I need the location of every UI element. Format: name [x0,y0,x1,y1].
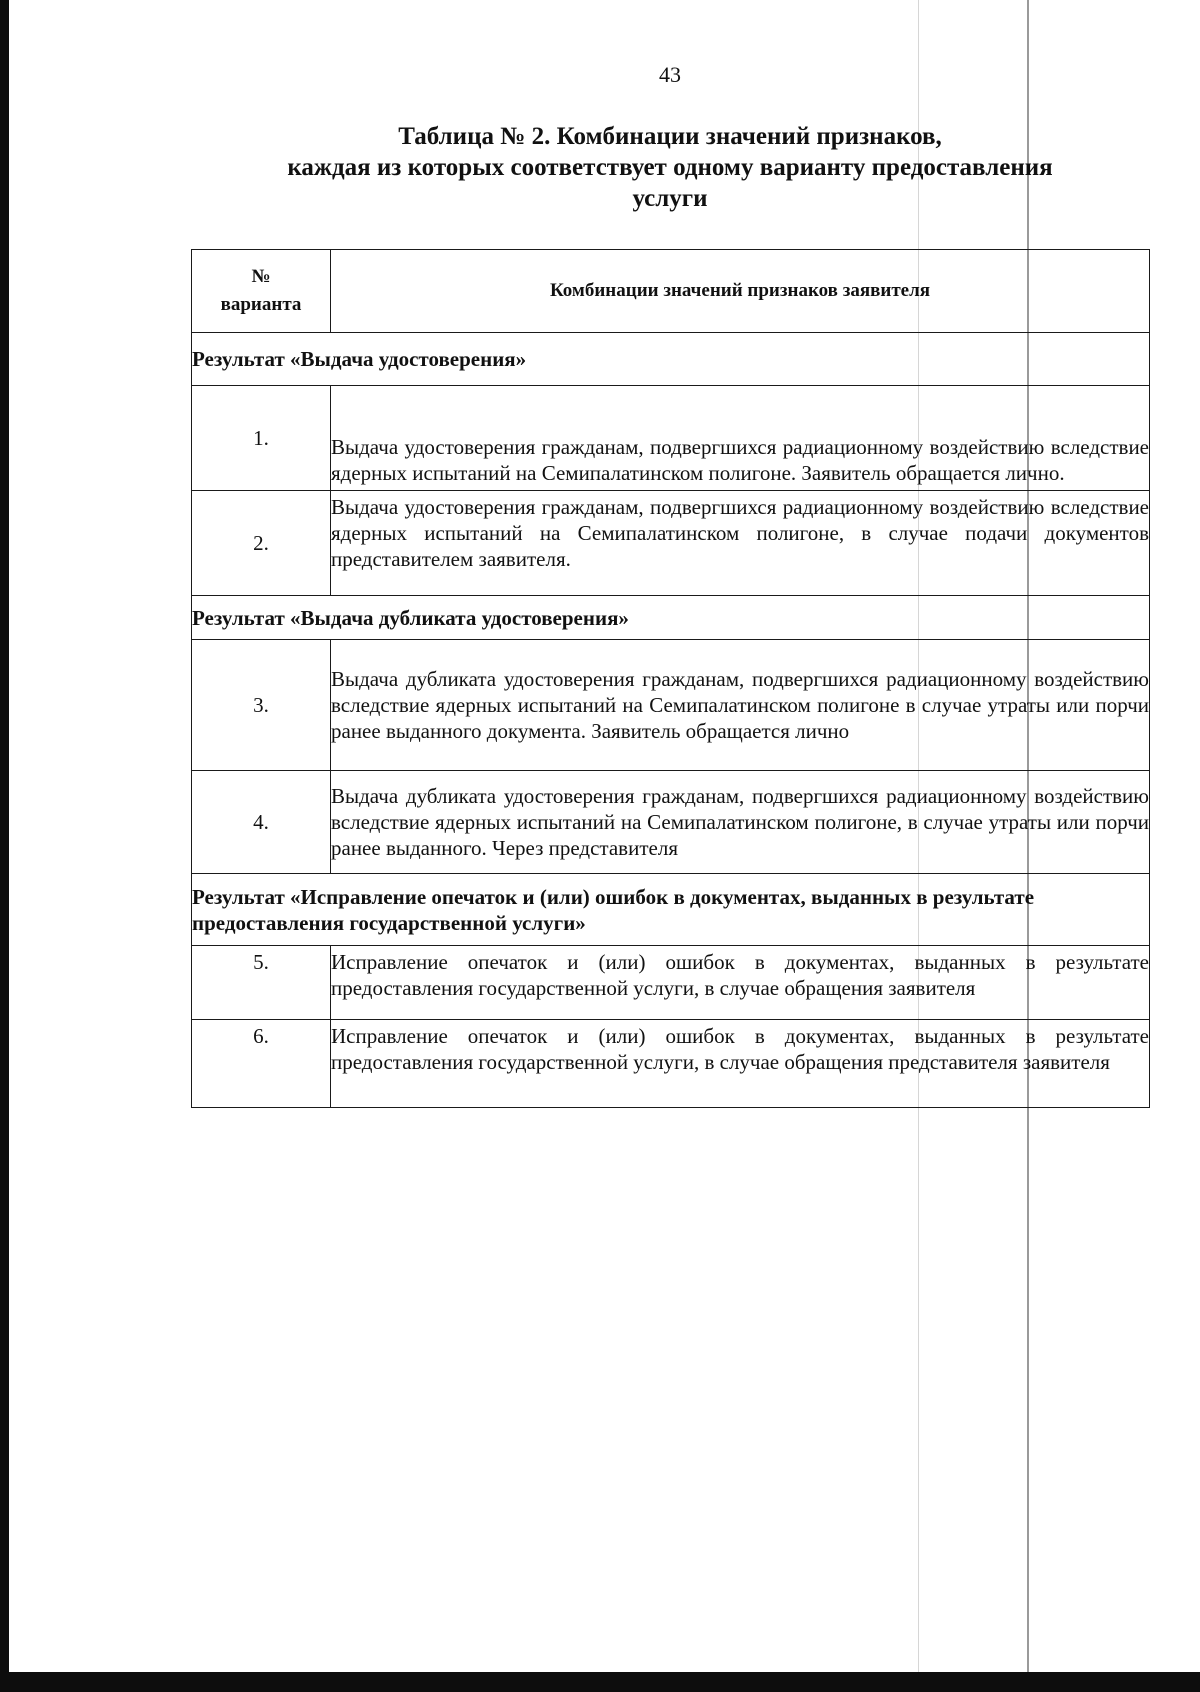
section-result-title: Результат «Выдача дубликата удостоверения» [192,596,1150,640]
header-num-label: варианта [220,294,302,315]
section-row [192,596,1150,640]
header-combination: Комбинации значений признаков заявителя [331,250,1150,333]
page-number: 43 [659,62,681,87]
section-result-title: Результат «Выдача удостоверения» [192,333,1150,386]
variant-description: Выдача дубликата удостоверения гражданам, подвергшихся радиационному воздействию вследствие ядерных испытаний на Семипалатинском полигоне, в случае утраты или порчи ранее выданного. Через представителя [331,771,1150,874]
section-result-title: Результат «Исправление опечаток и (или) ошибок в документах, выданных в результате предоставления государственной услуги» [192,874,1150,946]
variant-number: 4. [192,771,331,874]
scan-left-edge [0,0,9,1692]
variant-number: 3. [192,640,331,771]
variant-description: Исправление опечаток и (или) ошибок в документах, выданных в результате предоставления государственной услуги, в случае обращения заявителя [331,946,1150,1020]
table-row [192,386,1150,491]
variant-number: 1. [192,386,331,491]
table-title-line: каждая из которых соответствует одному варианту предоставления [287,154,1053,181]
table-row [192,491,1150,596]
table-row [192,1020,1150,1108]
scan-bottom-edge [0,1672,1200,1692]
variants-table [191,249,1150,1108]
header-variant-number [192,250,331,333]
variant-number: 5. [192,946,331,1020]
table-title-line: Таблица № 2. Комбинации значений признаков, [398,123,942,150]
table-title [170,121,1170,214]
table-title-line: услуги [632,185,708,212]
table-header-row [192,250,1150,333]
variant-description: Выдача удостоверения гражданам, подвергшихся радиационному воздействию вследствие ядерных испытаний на Семипалатинском полигоне, в случае подачи документов представителем заявителя. [331,491,1150,596]
section-row [192,333,1150,386]
table-row [192,946,1150,1020]
section-row [192,874,1150,946]
variant-number: 2. [192,491,331,596]
table-row [192,640,1150,771]
variant-description: Исправление опечаток и (или) ошибок в документах, выданных в результате предоставления государственной услуги, в случае обращения представителя заявителя [331,1020,1150,1108]
header-num-symbol: № [251,266,271,287]
variant-description: Выдача удостоверения гражданам, подвергшихся радиационному воздействию вследствие ядерных испытаний на Семипалатинском полигоне. Заявитель обращается лично. [331,386,1150,491]
variant-number: 6. [192,1020,331,1108]
variant-description: Выдача дубликата удостоверения гражданам, подвергшихся радиационному воздействию вследствие ядерных испытаний на Семипалатинском полигоне в случае утраты или порчи ранее выданного документа. Заявитель обращается лично [331,640,1150,771]
table-row [192,771,1150,874]
